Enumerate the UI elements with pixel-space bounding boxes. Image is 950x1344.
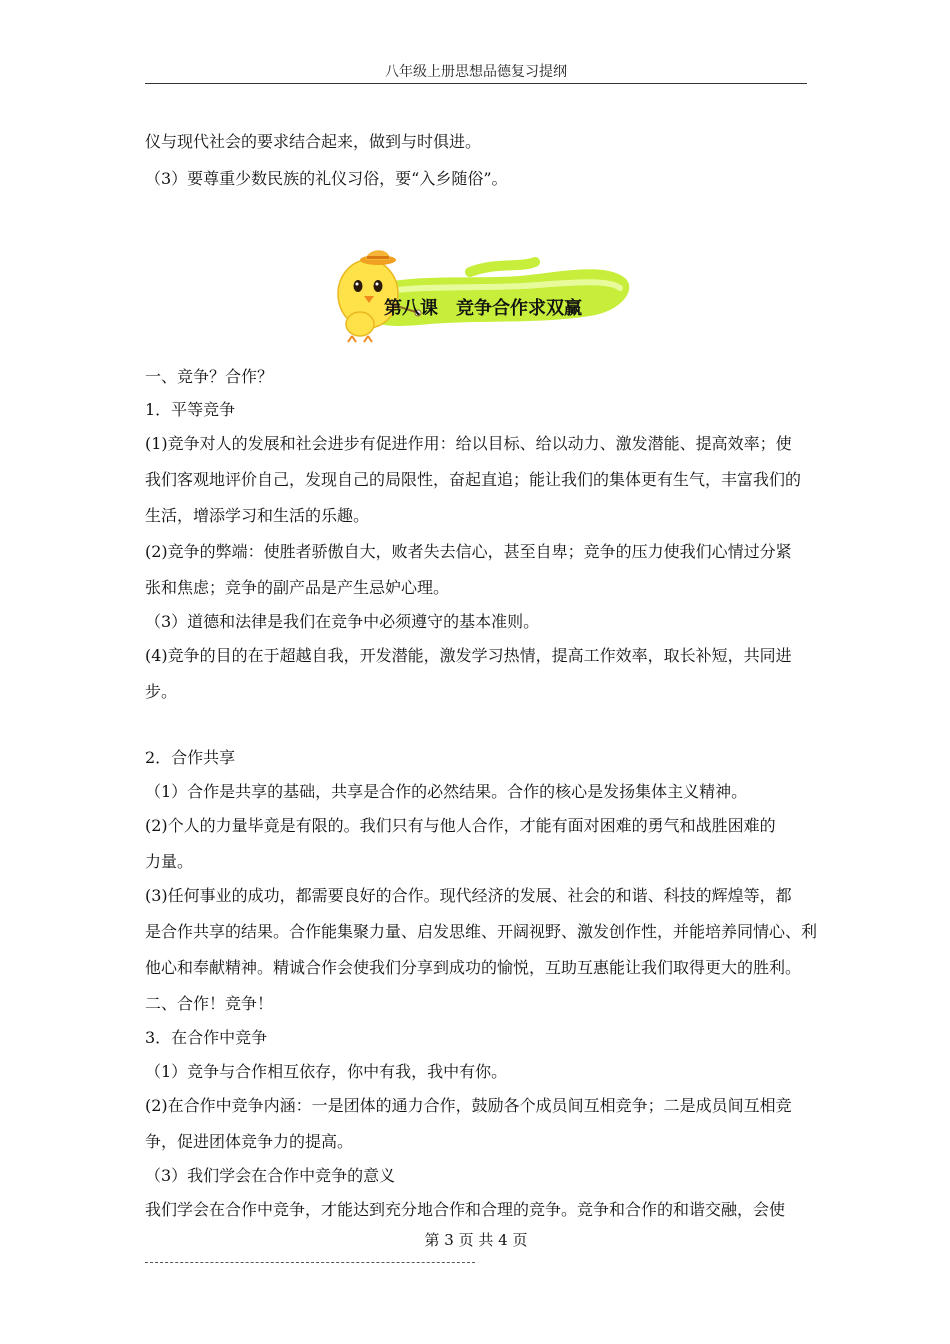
page-number: 第 3 页 共 4 页 <box>424 1231 528 1249</box>
body-line-7: 张和焦虑；竞争的副产品是产生忌妒心理。 <box>145 578 450 597</box>
body-line-21: 我们学会在合作中竞争，才能达到充分地合作和合理的竞争。竞争和合作的和谐交融，会使 <box>145 1200 786 1219</box>
body-line-19: 争，促进团体竞争力的提高。 <box>145 1132 354 1151</box>
section-heading-2: 二、合作！竞争！ <box>145 994 274 1013</box>
body-line-13: 力量。 <box>145 852 194 871</box>
lesson-title: 第八课 竞争合作求双赢 <box>384 298 582 319</box>
footer-dashed-rule <box>145 1262 475 1263</box>
body-line-3: (1)竞争对人的发展和社会进步有促进作用：给以目标、给以动力、激发潜能、提高效率；使 <box>145 434 792 453</box>
body-line-14: (3)任何事业的成功，都需要良好的合作。现代经济的发展、社会的和谐、科技的辉煌等，都 <box>145 886 792 905</box>
body-line-11: （1）合作是共享的基础，共享是合作的必然结果。合作的核心是发扬集体主义精神。 <box>145 782 748 801</box>
body-line-2: （3）要尊重少数民族的礼仪习俗，要“入乡随俗”。 <box>145 169 508 188</box>
section-heading-1: 一、竞争？合作？ <box>145 367 274 386</box>
body-line-17: （1）竞争与合作相互依存，你中有我，我中有你。 <box>145 1062 508 1081</box>
header-title: 八年级上册思想品德复习提纲 <box>385 64 567 80</box>
body-line-18: (2)在合作中竞争内涵：一是团体的通力合作，鼓励各个成员间互相竞争；二是成员间互相竞 <box>145 1096 792 1115</box>
body-line-5: 生活，增添学习和生活的乐趣。 <box>145 506 370 525</box>
subsection-heading-1: 1．平等竞争 <box>145 400 236 419</box>
body-line-10: 步。 <box>145 682 178 701</box>
body-line-12: (2)个人的力量毕竟是有限的。我们只有与他人合作，才能有面对困难的勇气和战胜困难的 <box>145 816 776 835</box>
subsection-heading-2: 2．合作共享 <box>145 748 236 767</box>
body-line-6: (2)竞争的弊端：使胜者骄傲自大，败者失去信心，甚至自卑；竞争的压力使我们心情过分紧 <box>145 542 792 561</box>
body-line-1: 仪与现代社会的要求结合起来，做到与时俱进。 <box>145 132 482 151</box>
body-line-9: (4)竞争的目的在于超越自我，开发潜能，激发学习热情，提高工作效率，取长补短，共同进 <box>145 646 792 665</box>
chick-mascot-icon <box>320 232 640 344</box>
body-line-15: 是合作共享的结果。合作能集聚力量、启发思维、开阔视野、激发创作性，并能培养同情心、利 <box>145 922 818 941</box>
body-line-8: （3）道德和法律是我们在竞争中必须遵守的基本准则。 <box>145 612 540 631</box>
body-line-4: 我们客观地评价自己，发现自己的局限性，奋起直追；能让我们的集体更有生气，丰富我们的 <box>145 470 802 489</box>
header-rule <box>145 83 807 84</box>
body-line-16: 他心和奉献精神。精诚合作会使我们分享到成功的愉悦，互助互惠能让我们取得更大的胜利。 <box>145 958 802 977</box>
body-line-20: （3）我们学会在合作中竞争的意义 <box>145 1166 396 1185</box>
lesson-banner <box>320 232 640 344</box>
subsection-heading-3: 3．在合作中竞争 <box>145 1028 268 1047</box>
